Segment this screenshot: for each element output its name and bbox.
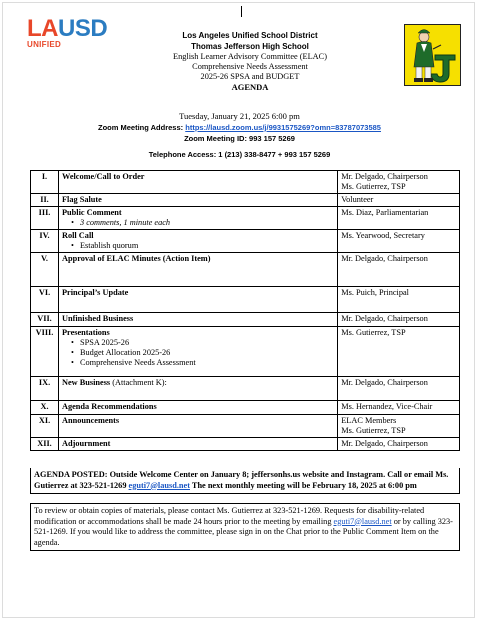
agenda-item-presenter	[338, 327, 460, 377]
agenda-item-presenter	[338, 438, 460, 451]
agenda-row	[31, 171, 460, 194]
budget-title: 2025-26 SPSA and BUDGET	[200, 72, 300, 81]
document-header	[120, 31, 380, 92]
presenter-name: Ms. Gutierrez, TSP	[341, 328, 406, 337]
posted-text-before: AGENDA POSTED: Outside Welcome Center on January 8; jeffersonhs.us website and Instagram. Call or email Ms. Gutierrez at 323-521-1269	[34, 470, 449, 490]
zoom-address-label: Zoom Meeting Address:	[98, 123, 184, 132]
presenter-name: Volunteer	[341, 195, 374, 204]
agenda-item-presenter	[338, 230, 460, 253]
notice-email-link[interactable]: eguti7@lausd.net	[333, 516, 392, 526]
agenda-subitem-list	[62, 218, 334, 228]
presenter-name: ELAC Members	[341, 416, 397, 425]
agenda-item-cell	[58, 327, 337, 377]
agenda-row	[31, 207, 460, 230]
agenda-subitem: • Budget Allocation 2025-26	[80, 348, 334, 358]
agenda-item-title: Agenda Recommendations	[61, 402, 157, 411]
agenda-item-title: Announcements	[61, 416, 120, 425]
committee-name: English Learner Advisory Committee (ELAC)	[173, 52, 327, 61]
posted-email-link[interactable]: eguti7@lausd.net	[128, 480, 190, 490]
agenda-item-title: Flag Salute	[61, 195, 102, 204]
agenda-item-number: III.	[31, 207, 59, 230]
agenda-item-presenter	[338, 401, 460, 415]
agenda-item-cell	[58, 207, 337, 230]
agenda-row	[31, 401, 460, 415]
agenda-item-title: Approval of ELAC Minutes (Action Item)	[61, 254, 211, 263]
agenda-item-presenter	[338, 313, 460, 327]
agenda-subitem: • 3 comments, 1 minute each	[80, 218, 334, 228]
lausd-logo	[27, 15, 122, 49]
agenda-subitem: • SPSA 2025-26	[80, 338, 334, 348]
agenda-item-title: Public Comment	[61, 208, 122, 217]
district-name: Los Angeles Unified School District	[182, 31, 318, 40]
notice-text-before: To review or obtain copies of materials, please contact Ms. Gutierrez at 323-521-1269. Requests for disability-related modification or accommodations shall be made 24 hours prior to the meeting by emailing	[34, 506, 425, 526]
agenda-item-presenter	[338, 194, 460, 207]
agenda-row	[31, 230, 460, 253]
agenda-item-number: XI.	[31, 415, 59, 438]
agenda-item-number: VII.	[31, 313, 59, 327]
telephone-access: Telephone Access: 1 (213) 338-8477 + 993 157 5269	[148, 150, 331, 159]
presenter-name: Mr. Delgado, Chairperson	[341, 439, 428, 448]
agenda-row	[31, 287, 460, 313]
agenda-item-cell	[58, 313, 337, 327]
agenda-item-cell	[58, 438, 337, 451]
agenda-row	[31, 327, 460, 377]
zoom-meeting-id: Zoom Meeting ID: 993 157 5269	[184, 134, 295, 143]
agenda-item-cell	[58, 287, 337, 313]
posted-text-after: The next monthly meeting will be February 18, 2025 at 6:00 pm	[189, 480, 417, 490]
agenda-item-number: VI.	[31, 287, 59, 313]
agenda-item-cell	[58, 401, 337, 415]
agenda-item-number: X.	[31, 401, 59, 415]
agenda-item-presenter	[338, 253, 460, 287]
presenter-name: Mr. Delgado, Chairperson	[341, 172, 428, 181]
meeting-info	[0, 111, 479, 160]
jefferson-mascot-image	[404, 24, 461, 86]
agenda-heading: AGENDA	[231, 82, 269, 92]
meeting-date: Tuesday, January 21, 2025 6:00 pm	[179, 111, 300, 121]
agenda-item-cell	[58, 253, 337, 287]
agenda-item-title: Principal’s Update	[61, 288, 129, 297]
presenter-name: Ms. Yearwood, Secretary	[341, 231, 425, 240]
logo-subtitle: UNIFIED	[27, 40, 62, 49]
agenda-item-number: IV.	[31, 230, 59, 253]
agenda-item-title-suffix: (Attachment K):	[110, 378, 167, 387]
agenda-item-cell	[58, 171, 337, 194]
agenda-subitem: • Establish quorum	[80, 241, 334, 251]
agenda-item-presenter	[338, 171, 460, 194]
agenda-row	[31, 377, 460, 401]
agenda-item-title: Presentations	[61, 328, 110, 337]
agenda-subitem-list	[62, 241, 334, 251]
presenter-name: Ms. Puich, Principal	[341, 288, 409, 297]
agenda-item-number: V.	[31, 253, 59, 287]
agenda-item-cell	[58, 194, 337, 207]
agenda-item-title: Adjournment	[61, 439, 111, 448]
agenda-subitem-list	[62, 338, 334, 368]
logo-wordmark: LAUSD	[27, 15, 108, 42]
agenda-table	[30, 170, 460, 451]
notice-text-after: or by calling 323-521-1269. If you would like to address the committee, please sign in on the Chat prior to the Public Comment Item on the agenda.	[34, 516, 453, 547]
agenda-item-presenter	[338, 377, 460, 401]
agenda-row	[31, 438, 460, 451]
agenda-item-presenter	[338, 207, 460, 230]
agenda-posted-notice	[30, 468, 460, 494]
agenda-item-cell	[58, 377, 337, 401]
agenda-row	[31, 415, 460, 438]
agenda-item-title: Unfinished Business	[61, 314, 134, 323]
agenda-item-number: VIII.	[31, 327, 59, 377]
presenter-name: Mr. Delgado, Chairperson	[341, 254, 428, 263]
presenter-name: Ms. Gutierrez, TSP	[341, 182, 406, 191]
agenda-item-title: New Business	[61, 378, 111, 387]
zoom-address-line	[0, 122, 479, 133]
accommodation-notice	[30, 503, 460, 551]
agenda-item-number: I.	[31, 171, 59, 194]
agenda-table-body	[31, 171, 460, 451]
presenter-name: Ms. Hernandez, Vice-Chair	[341, 402, 433, 411]
agenda-item-cell	[58, 415, 337, 438]
agenda-item-presenter	[338, 287, 460, 313]
agenda-item-cell	[58, 230, 337, 253]
agenda-item-number: IX.	[31, 377, 59, 401]
agenda-subitem: • Comprehensive Needs Assessment	[80, 358, 334, 368]
agenda-row	[31, 313, 460, 327]
zoom-meeting-link[interactable]: https://lausd.zoom.us/j/9931575269?omn=83787073585	[185, 123, 381, 132]
agenda-item-number: XII.	[31, 438, 59, 451]
text-cursor	[241, 6, 242, 17]
agenda-item-presenter	[338, 415, 460, 438]
presenter-name: Mr. Delgado, Chairperson	[341, 314, 428, 323]
school-name: Thomas Jefferson High School	[191, 41, 309, 51]
agenda-item-number: II.	[31, 194, 59, 207]
presenter-name: Ms. Diaz, Parliamentarian	[341, 208, 429, 217]
agenda-item-title: Roll Call	[61, 231, 94, 240]
presenter-name: Mr. Delgado, Chairperson	[341, 378, 428, 387]
agenda-row	[31, 253, 460, 287]
presenter-name: Ms. Gutierrez, TSP	[341, 426, 406, 435]
agenda-item-title: Welcome/Call to Order	[61, 172, 145, 181]
agenda-row	[31, 194, 460, 207]
assessment-title: Comprehensive Needs Assessment	[192, 62, 308, 71]
